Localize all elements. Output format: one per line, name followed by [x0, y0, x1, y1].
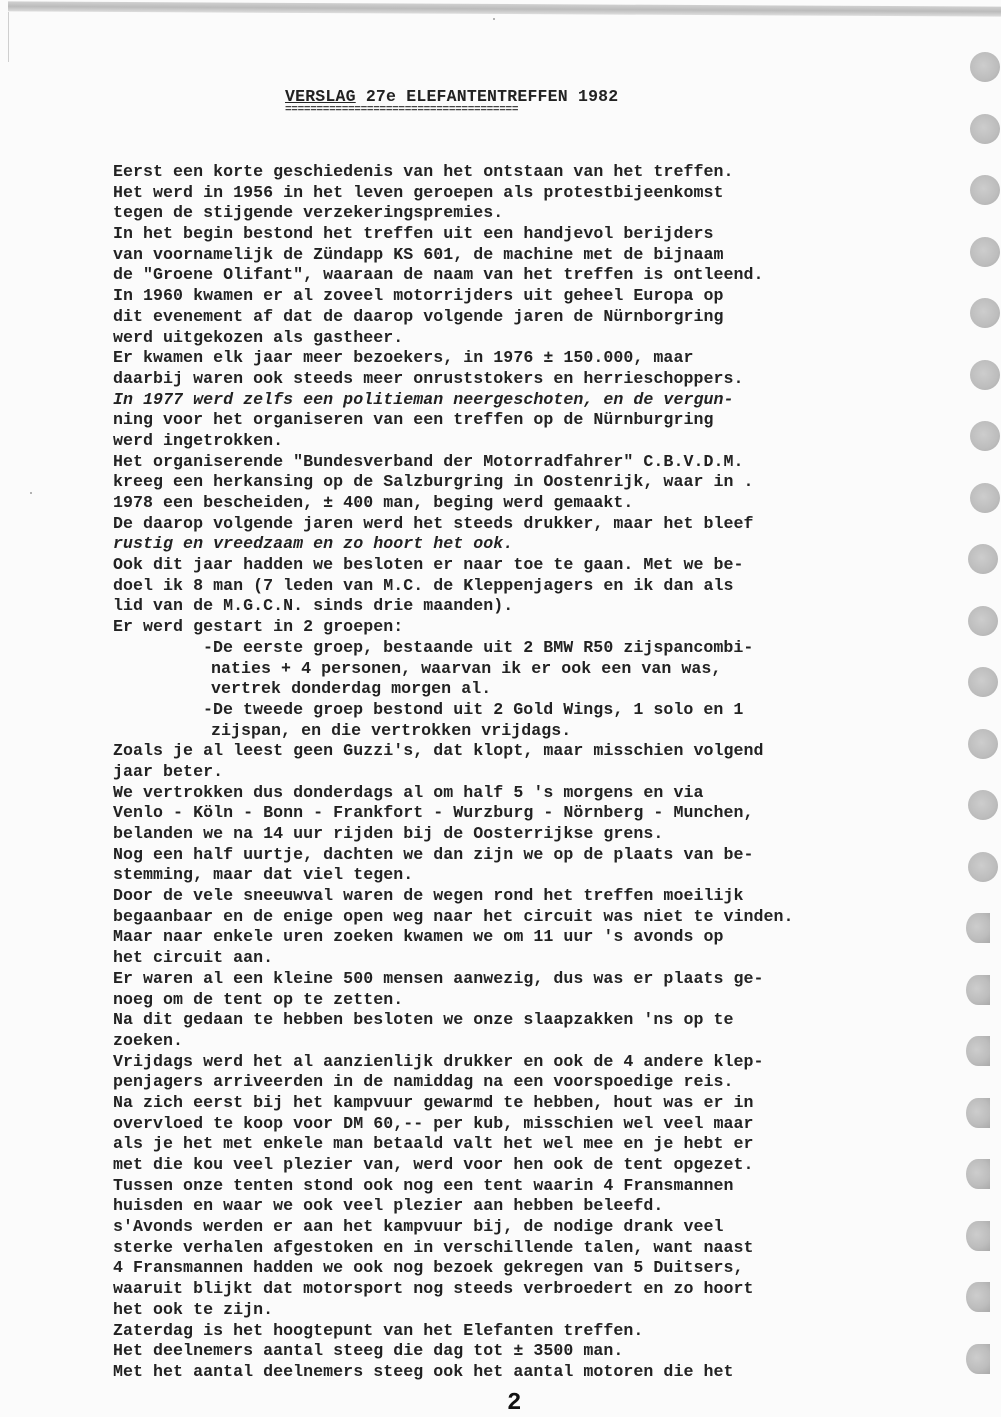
text-line: -De eerste groep, bestaande uit 2 BMW R50 zijspancombi- — [203, 637, 754, 657]
text-line: werd uitgekozen als gastheer. — [113, 327, 404, 347]
text-line: waaruit blijkt dat motorsport nog steeds verbroedert en zo hoort — [113, 1279, 754, 1299]
document-title — [285, 88, 618, 115]
text-line: sterke verhalen afgestoken en in verschillende talen, want naast — [113, 1237, 754, 1257]
text-line: Er kwamen elk jaar meer bezoekers, in 1976 ± 150.000, maar — [113, 348, 694, 368]
punch-hole-icon — [968, 544, 998, 574]
title-word-verslag: VERSLAG — [285, 87, 356, 106]
text-line: Ook dit jaar hadden we besloten er naar toe te gaan. Met we be- — [113, 555, 744, 575]
punch-hole-icon — [968, 667, 998, 697]
text-line: belanden we na 14 uur rijden bij de Oosterrijkse grens. — [113, 824, 664, 843]
text-line: In het begin bestond het treffen uit een handjevol berijders — [113, 224, 714, 244]
text-line: tegen de stijgende verzekeringspremies. — [113, 203, 504, 223]
text-line: In 1977 werd zelfs een politieman neergeschoten, en de vergun- — [113, 389, 734, 409]
punch-hole-icon — [968, 852, 998, 882]
text-line: In 1960 kwamen er al zoveel motorrijders uit geheel Europa op — [113, 286, 724, 306]
punch-hole-icon — [966, 1036, 990, 1066]
text-line: zijspan, en die vertrokken vrijdags. — [211, 720, 572, 740]
text-line: -De tweede groep bestond uit 2 Gold Wings, 1 solo en 1 — [203, 699, 744, 719]
text-line: huisden en waar we ook veel plezier aan hebben beleefd. — [113, 1196, 664, 1216]
punch-hole-icon — [970, 421, 1000, 451]
text-line: het ook te zijn. — [113, 1299, 274, 1319]
text-line: Het organiserende "Bundesverband der Motorradfahrer" C.B.V.D.M. — [113, 451, 744, 471]
text-line: de "Groene Olifant", waaraan de naam van het treffen is ontleend. — [113, 265, 764, 285]
title-word-event: ELEFANTENTREFFEN — [406, 87, 568, 106]
text-line: Het werd in 1956 in het leven geroepen als protestbijeenkomst — [113, 182, 724, 202]
punch-hole-icon — [966, 1221, 990, 1251]
text-line: Na zich eerst bij het kampvuur gewarmd te hebben, hout was er in — [113, 1092, 754, 1112]
page-edge — [8, 12, 9, 62]
text-line: Venlo - Köln - Bonn - Frankfort - Wurzburg - Nörnberg - Munchen, — [113, 803, 754, 823]
text-line: Tussen onze tenten stond ook nog een tent waarin 4 Fransmannen — [113, 1175, 734, 1195]
text-line: vertrek donderdag morgen al. — [211, 679, 492, 699]
punch-hole-icon — [966, 1282, 990, 1312]
text-line: Door de vele sneeuwval waren de wegen rond het treffen moeilijk — [113, 886, 744, 906]
punch-hole-icon — [966, 1098, 990, 1128]
page-number: 2 — [507, 1390, 522, 1417]
text-line: overvloed te koop voor DM 60,-- per kub, misschien wel veel maar — [113, 1113, 754, 1133]
text-line: Er werd gestart in 2 groepen: — [113, 617, 404, 637]
text-line: Zoals je al leest geen Guzzi's, dat klopt, maar misschien volgend — [113, 741, 764, 761]
punch-hole-icon — [966, 1344, 990, 1374]
text-line: 1978 een bescheiden, ± 400 man, beging werd gemaakt. — [113, 493, 634, 512]
text-line: Vrijdags werd het al aanzienlijk drukker en ook de 4 andere klep- — [113, 1051, 764, 1071]
punch-hole-icon — [968, 790, 998, 820]
text-line: jaar beter. — [113, 761, 224, 781]
scan-speck — [30, 492, 32, 494]
text-line: als je het met enkele man betaald valt het wel mee en je hebt er — [113, 1134, 754, 1154]
punch-hole-icon — [966, 975, 990, 1005]
text-line: rustig en vreedzaam en zo hoort het ook. — [113, 534, 514, 554]
text-line: Met het aantal deelnemers steeg ook het aantal motoren die het — [113, 1361, 734, 1381]
punch-hole-icon — [970, 52, 1000, 82]
punch-hole-icon — [968, 729, 998, 759]
punch-hole-icon — [966, 913, 990, 943]
punch-hole-icon — [970, 360, 1000, 390]
text-line: met die kou veel plezier van, werd voor hen ook de tent opgezet. — [113, 1155, 754, 1174]
text-line: We vertrokken dus donderdags al om half 5 's morgens en via — [113, 782, 704, 802]
punch-hole-icon — [966, 1159, 990, 1189]
text-line: lid van de M.G.C.N. sinds drie maanden). — [113, 596, 514, 616]
punch-hole-icon — [970, 483, 1000, 513]
text-line: noeg om de tent op te zetten. — [113, 989, 404, 1009]
punch-hole-icon — [968, 606, 998, 636]
title-word-year: 1982 — [567, 87, 619, 106]
text-line: s'Avonds werden er aan het kampvuur bij, de nodige drank veel — [113, 1217, 724, 1237]
text-line: De daarop volgende jaren werd het steeds drukker, maar het bleef — [113, 513, 754, 533]
punch-hole-icon — [970, 175, 1000, 205]
scan-top-shadow — [8, 1, 1001, 16]
punch-hole-icon — [970, 114, 1000, 144]
text-line: Het deelnemers aantal steeg die dag tot ± 3500 man. — [113, 1341, 624, 1361]
text-line: ning voor het organiseren van een treffen op de Nürnburgring — [113, 410, 714, 430]
text-line: 4 Fransmannen hadden we ook nog bezoek gekregen van 5 Duitsers, — [113, 1258, 744, 1278]
punch-hole-icon — [970, 237, 1000, 267]
title-underline-rule: ===================================== — [285, 104, 519, 116]
text-line: Na dit gedaan te hebben besloten we onze slaapzakken 'ns op te — [113, 1010, 734, 1030]
text-line: doel ik 8 man (7 leden van M.C. de Kleppenjagers en ik dan als — [113, 575, 734, 595]
document-body — [113, 162, 973, 1383]
text-line: daarbij waren ook steeds meer onruststokers en herrieschoppers. — [113, 368, 744, 388]
text-line: werd ingetrokken. — [113, 430, 284, 450]
scan-speck — [493, 18, 495, 20]
title-word-edition: 27e — [355, 87, 407, 106]
text-line: Maar naar enkele uren zoeken kwamen we om 11 uur 's avonds op — [113, 927, 724, 947]
text-line: Er waren al een kleine 500 mensen aanwezig, dus was er plaats ge- — [113, 968, 764, 988]
text-line: stemming, maar dat viel tegen. — [113, 865, 414, 885]
text-line: penjagers arriveerden in de namiddag na een voorspoedige reis. — [113, 1072, 734, 1092]
text-line: het circuit aan. — [113, 948, 274, 968]
text-line: kreeg een herkansing op de Salzburgring in Oostenrijk, waar in . — [113, 472, 754, 492]
text-line: naties + 4 personen, waarvan ik er ook een van was, — [211, 658, 722, 678]
text-line: Nog een half uurtje, dachten we dan zijn we op de plaats van be- — [113, 844, 754, 864]
text-line: Zaterdag is het hoogtepunt van het Elefanten treffen. — [113, 1320, 644, 1340]
text-line: van voornamelijk de Zündapp KS 601, de machine met de bijnaam — [113, 244, 724, 264]
punch-hole-icon — [970, 298, 1000, 328]
text-line: dit evenement af dat de daarop volgende jaren de Nürnborgring — [113, 306, 724, 326]
text-line: begaanbaar en de enige open weg naar het circuit was niet te vinden. — [113, 906, 794, 926]
text-line: Eerst een korte geschiedenis van het ontstaan van het treffen. — [113, 162, 734, 181]
text-line: zoeken. — [113, 1030, 184, 1050]
